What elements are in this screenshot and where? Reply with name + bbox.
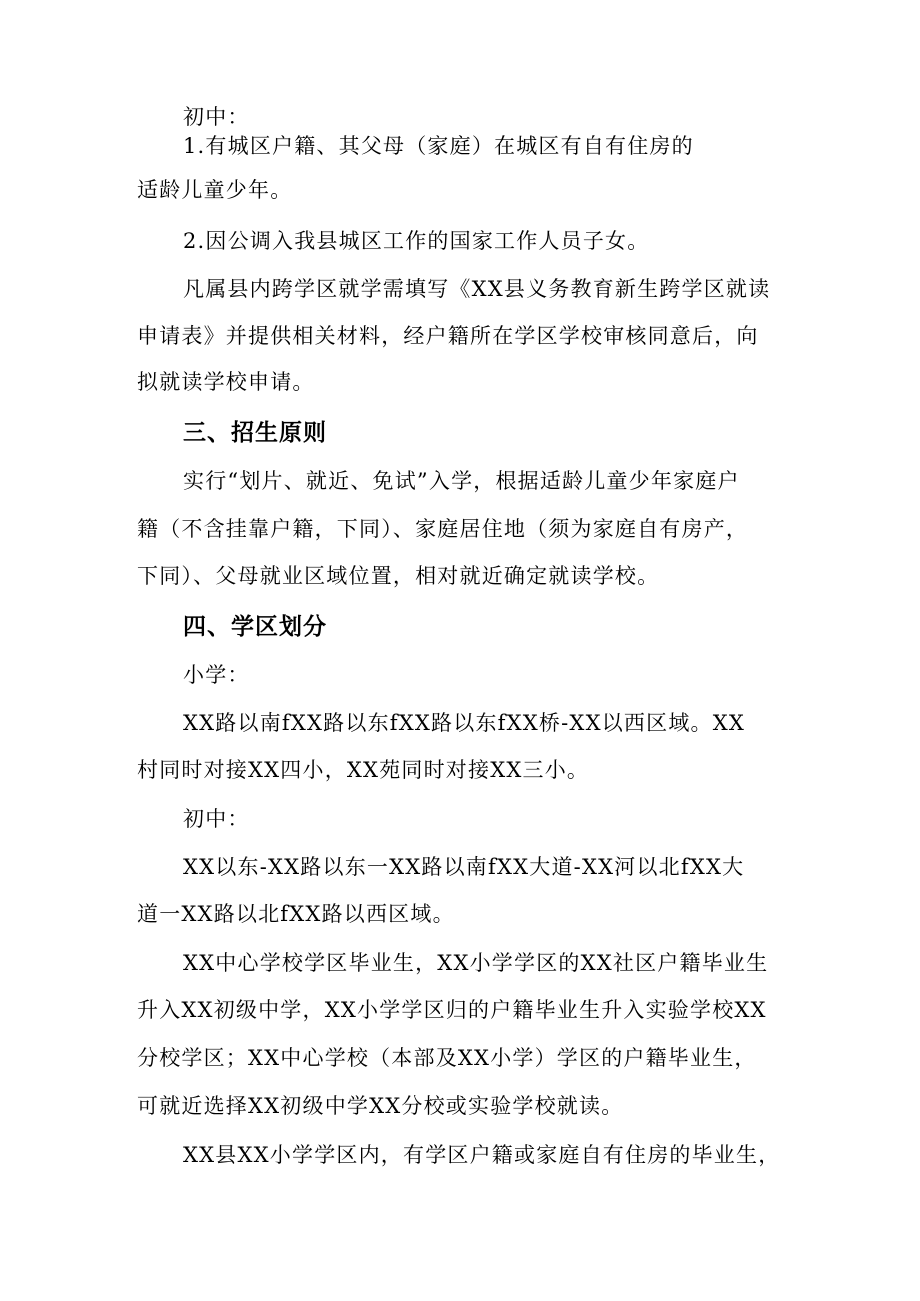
paragraph-line: 初中： — [183, 807, 250, 831]
paragraph-line: 分校学区；XX中心学校（本部及XX小学）学区的户籍毕业生， — [137, 1046, 757, 1070]
paragraph-line: 籍（不含挂靠户籍，下同）、家庭居住地（须为家庭自有房产， — [137, 517, 749, 541]
paragraph-line: XX县XX小学学区内，有学区户籍或家庭自有住房的毕业生， — [183, 1143, 781, 1167]
paragraph-line: 道一XX路以北fXX路以西区域。 — [137, 902, 455, 926]
paragraph-line: 村同时对接XX四小，XX苑同时对接XX三小。 — [137, 758, 590, 782]
paragraph-line: XX路以南fXX路以东fXX路以东fXX桥-XX以西区域。XX — [183, 711, 746, 735]
paragraph-line: 下同）、父母就业区域位置，相对就近确定就读学校。 — [137, 564, 660, 588]
paragraph-line: 申请表》并提供相关材料，经户籍所在学区学校审核同意后，向 — [137, 324, 759, 348]
paragraph-line: XX以东-XX路以东一XX路以南fXX大道-XX河以北fXX大 — [183, 855, 745, 879]
paragraph-line: 适龄儿童少年。 — [137, 178, 293, 202]
paragraph-line: 1.有城区户籍、其父母（家庭）在城区有自有住房的 — [183, 134, 694, 158]
paragraph-line: XX中心学校学区毕业生，XX小学学区的XX社区户籍毕业生 — [183, 951, 769, 975]
paragraph-line: 可就近选择XX初级中学XX分校或实验学校就读。 — [137, 1094, 624, 1118]
paragraph-line: 实行“划片、就近、免试”入学，根据适龄儿童少年家庭户 — [183, 469, 740, 493]
paragraph-line: 升入XX初级中学，XX小学学区归的户籍毕业生升入实验学校XX — [137, 998, 767, 1022]
paragraph-line: 初中： — [183, 105, 250, 129]
section-heading: 三、招生原则 — [183, 420, 327, 446]
section-heading: 四、学区划分 — [183, 614, 327, 640]
paragraph-line: 拟就读学校申请。 — [137, 370, 315, 394]
paragraph-line: 凡属县内跨学区就学需填写《XX县义务教育新生跨学区就读 — [183, 277, 771, 301]
paragraph-line: 2.因公调入我县城区工作的国家工作人员子女。 — [183, 229, 650, 253]
paragraph-line: 小学： — [183, 663, 250, 687]
